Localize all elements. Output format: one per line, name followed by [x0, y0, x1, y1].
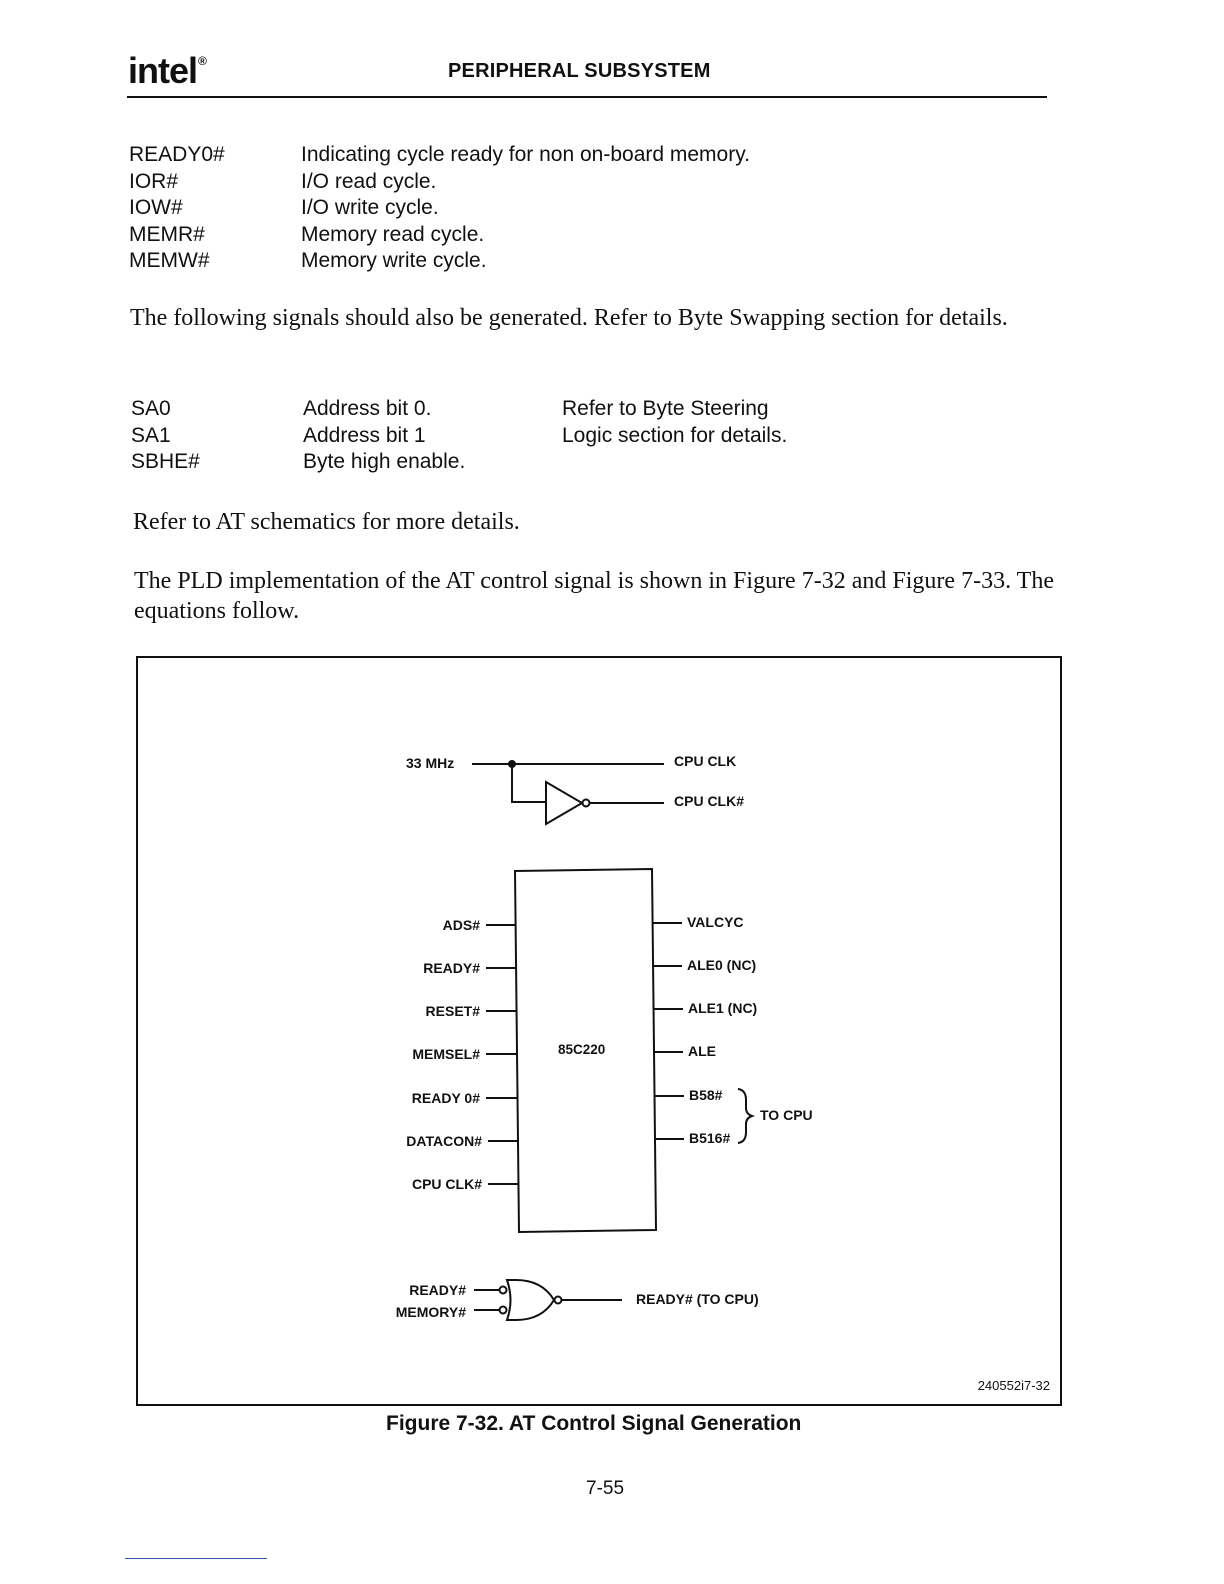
signal-note: Refer to Byte Steering: [562, 397, 769, 420]
cpu-clk-label: CPU CLK: [674, 753, 737, 769]
signal-row: [129, 222, 829, 249]
to-cpu-label: TO CPU: [760, 1107, 813, 1123]
signal-name: MEMW#: [129, 249, 210, 272]
signal-desc: Address bit 0.: [303, 397, 432, 420]
signal-desc: Memory read cycle.: [301, 222, 485, 246]
figure-box: [136, 656, 1062, 1406]
figure-id: 240552i7-32: [977, 1378, 1050, 1393]
signal-desc: Byte high enable.: [303, 450, 466, 473]
signal-row: [129, 169, 829, 196]
signal-row: [129, 142, 829, 169]
signal-desc: Indicating cycle ready for non on-board memory.: [301, 143, 750, 166]
gate-output-label: READY# (TO CPU): [636, 1291, 759, 1307]
pin-label-input: RESET#: [425, 1003, 480, 1019]
pin-label-input: CPU CLK#: [411, 1176, 482, 1192]
clk-inverter-bubble: [583, 800, 590, 807]
paragraph-pld-implementation: The PLD implementation of the AT control signal is shown in Figure 7-32 and Figure 7-33. The equations follow.: [134, 568, 1054, 624]
page-number: 7-55: [586, 1478, 625, 1499]
pin-label-input: DATACON#: [406, 1133, 482, 1149]
gate-input-bubble-a: [500, 1287, 507, 1294]
pin-label-output: B516#: [689, 1130, 731, 1146]
pin-label-input: MEMSEL#: [412, 1046, 480, 1062]
signal-desc: I/O read cycle.: [301, 169, 437, 193]
cpu-clk-inv-label: CPU CLK#: [674, 793, 745, 809]
chip-label: 85C220: [558, 1042, 606, 1057]
pin-label-input: READY 0#: [411, 1090, 480, 1106]
signal-desc: I/O write cycle.: [301, 196, 439, 219]
signal-row: [131, 423, 851, 450]
signal-name: SA0: [131, 397, 171, 420]
header-rule: [127, 96, 1047, 98]
logo-text: intel: [128, 50, 198, 91]
signal-name: IOR#: [129, 169, 179, 193]
pin-label-output: ALE1 (NC): [688, 1000, 758, 1016]
clk-input-label: 33 MHz: [406, 755, 455, 771]
pin-label-output: B58#: [689, 1087, 723, 1103]
signal-table-1: [129, 142, 829, 275]
signal-name: IOW#: [129, 196, 183, 219]
clk-inverter-triangle: [546, 782, 582, 824]
signal-name: READY0#: [129, 143, 225, 166]
signal-row: [129, 195, 829, 222]
signal-table-2: [131, 396, 851, 476]
schematic-diagram: [138, 658, 1060, 1404]
gate-input-bubble-b: [500, 1307, 507, 1314]
gate-input-label-b: MEMORY#: [395, 1304, 466, 1320]
pin-label-output: VALCYC: [687, 914, 744, 930]
to-cpu-brace: [738, 1089, 752, 1143]
gate-input-label-a: READY#: [409, 1282, 466, 1298]
footer-rule: [125, 1558, 267, 1559]
signal-name: SBHE#: [131, 450, 200, 473]
registered-mark: ®: [198, 54, 206, 68]
signal-row: [131, 449, 851, 476]
figure-caption: Figure 7-32. AT Control Signal Generation: [386, 1412, 802, 1435]
signal-note: Logic section for details.: [562, 423, 788, 447]
signal-name: MEMR#: [129, 222, 205, 246]
gate-output-bubble: [555, 1297, 562, 1304]
paragraph-byte-swapping: The following signals should also be generated. Refer to Byte Swapping section for details.: [130, 305, 1008, 331]
signal-row: [129, 248, 829, 275]
pin-label-input: ADS#: [442, 917, 480, 933]
clk-wire-branch: [512, 764, 546, 802]
pin-label-output: ALE: [688, 1043, 716, 1059]
header-title: PERIPHERAL SUBSYSTEM: [448, 60, 711, 82]
signal-row: [131, 396, 851, 423]
paragraph-at-schematics: Refer to AT schematics for more details.: [133, 509, 520, 535]
intel-logo: [128, 50, 206, 92]
signal-desc: Memory write cycle.: [301, 249, 487, 272]
pin-label-output: ALE0 (NC): [687, 957, 757, 973]
signal-desc: Address bit 1: [303, 423, 426, 447]
gate-body: [507, 1280, 554, 1320]
pin-label-input: READY#: [423, 960, 480, 976]
signal-name: SA1: [131, 423, 171, 447]
